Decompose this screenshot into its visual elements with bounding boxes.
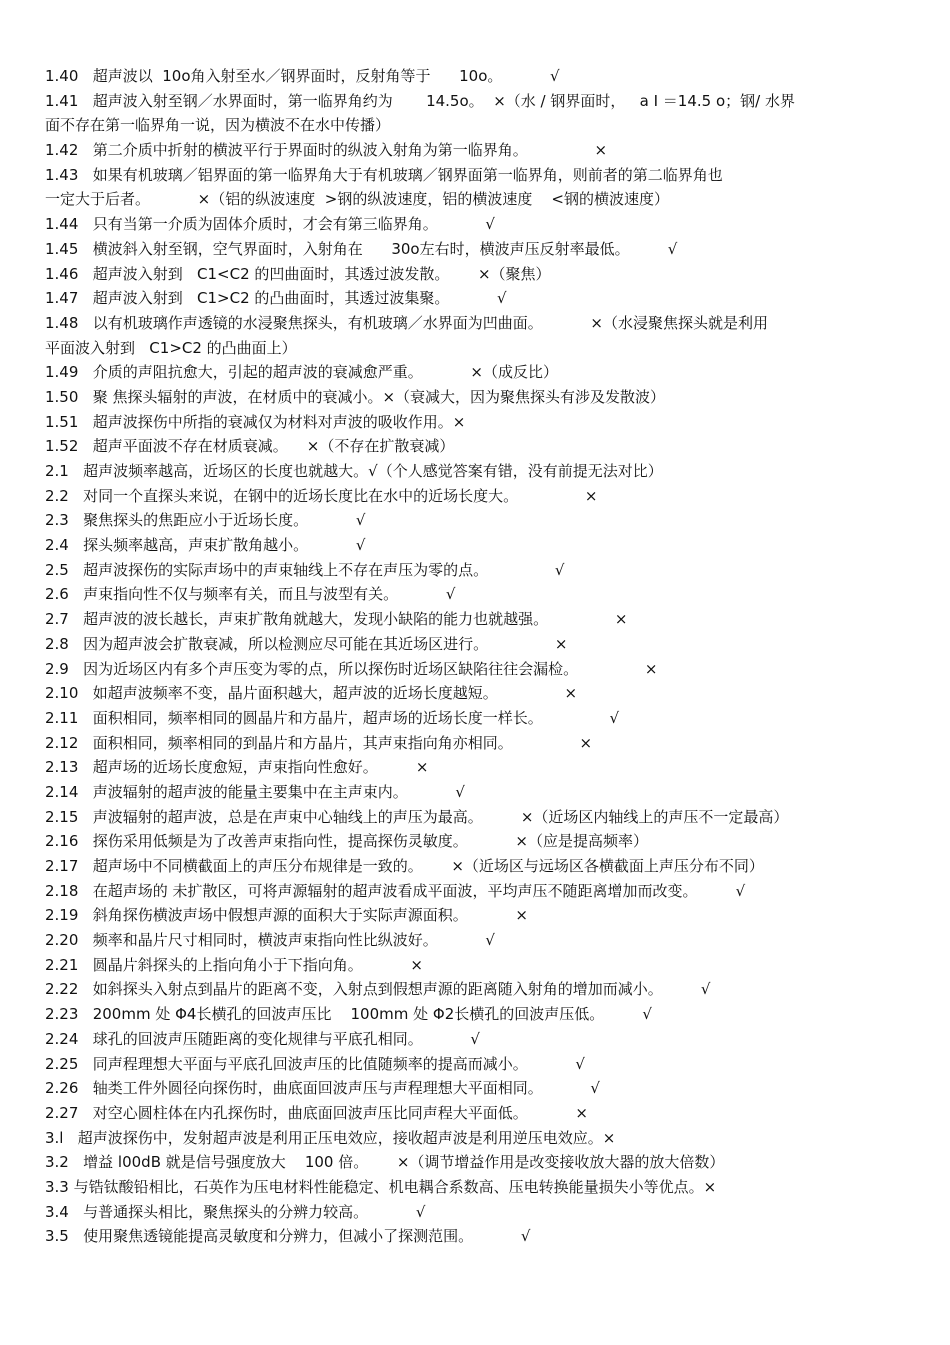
text-line: 2.7 超声波的波长越长，声束扩散角就越大，发现小缺陷的能力也就越强。 × (45, 610, 628, 629)
text-line: 2.1 超声波频率越高，近场区的长度也就越大。√（个人感觉答案有错，没有前提无法对比） (45, 462, 663, 480)
text-line: 面不存在第一临界角一说，因为横波不在水中传播） (45, 116, 391, 135)
text-line: 2.14 声波辐射的超声波的能量主要集中在主声束内。 √ (45, 782, 465, 801)
text-line: 2.18 在超声场的 未扩散区，可将声源辐射的超声波看成平面波，平均声压不随距离增加而改变。 √ (45, 881, 746, 900)
text-line: 1.43 如果有机玻璃／铝界面的第一临界角大于有机玻璃／钢界面第一临界角，则前者的第二临界角也 (45, 165, 723, 184)
text-line: 2.4 探头频率越高，声束扩散角越小。 √ (45, 536, 366, 555)
text-line: 2.3 聚焦探头的焦距应小于近场长度。 √ (45, 511, 366, 530)
text-line: 2.20 频率和晶片尺寸相同时，横波声束指向性比纵波好。 √ (45, 931, 495, 950)
text-line: 1.47 超声波入射到 C1>C2 的凸曲面时，其透过波集聚。 √ (45, 289, 507, 308)
text-line: 2.2 对同一个直探头来说，在钢中的近场长度比在水中的近场长度大。 × (45, 486, 598, 505)
text-line: 1.48 以有机玻璃作声透镜的水浸聚焦探头，有机玻璃／水界面为凹曲面。 ×（水浸聚焦探头就是利用 (45, 313, 768, 332)
text-line: 2.10 如超声波频率不变，晶片面积越大，超声波的近场长度越短。 × (45, 684, 578, 703)
text-line: 1.52 超声平面波不存在材质衰减。 ×（不存在扩散衰减） (45, 437, 455, 456)
text-line: 2.26 轴类工件外圆径向探伤时，曲底面回波声压与声程理想大平面相同。 √ (45, 1079, 600, 1098)
text-line: 1.45 横波斜入射至钢，空气界面时，入射角在 30o左右时，横波声压反射率最低。 √ (45, 239, 678, 258)
text-line: 1.50 聚 焦探头辐射的声波，在材质中的衰减小。×（衰减大，因为聚焦探头有涉及发散波） (45, 387, 666, 406)
text-line: 1.40 超声波以 10o角入射至水／钢界面时，反射角等于 10o。 √ (45, 67, 560, 85)
text-line: 1.46 超声波入射到 C1<C2 的凹曲面时，其透过波发散。 ×（聚焦） (45, 264, 551, 283)
text-line: 1.41 超声波入射至钢／水界面时，第一临界角约为 14.5o。 ×（水 / 钢界面时， a I ＝14.5 o；钢/ 水界 (45, 91, 795, 110)
text-line: 2.12 面积相同，频率相同的到晶片和方晶片，其声束指向角亦相同。 × (45, 733, 593, 752)
text-line: 2.22 如斜探头入射点到晶片的距离不变，入射点到假想声源的距离随入射角的增加而减小。 √ (45, 980, 711, 999)
text-line: 平面波入射到 C1>C2 的凸曲面上） (45, 338, 297, 357)
text-line: 1.44 只有当第一介质为固体介质时，才会有第三临界角。 √ (45, 215, 495, 234)
text-line: 2.13 超声场的近场长度愈短，声束指向性愈好。 × (45, 758, 429, 777)
text-line: 2.15 声波辐射的超声波，总是在声束中心轴线上的声压为最高。 ×（近场区内轴线上的声压不一定最高） (45, 807, 789, 826)
text-line: 2.16 探伤采用低频是为了改善声束指向性，提高探伤灵敏度。 ×（应是提高频率） (45, 832, 648, 851)
text-line: 2.17 超声场中不同横截面上的声压分布规律是一致的。 ×（近场区与远场区各横截面上声压分布不同） (45, 857, 764, 875)
text-line: 3.3 与锆钛酸铅相比，石英作为压电材料性能稳定、机电耦合系数高、压电转换能量损失小等优点。× (45, 1177, 717, 1196)
text-line: 2.23 200mm 处 Φ4长横孔的回波声压比 100mm 处 Φ2长横孔的回波声压低。 √ (45, 1005, 652, 1024)
text-line: 2.27 对空心圆柱体在内孔探伤时，曲底面回波声压比同声程大平面低。 × (45, 1103, 588, 1122)
text-line: 2.9 因为近场区内有多个声压变为零的点，所以探伤时近场区缺陷往往会漏检。 × (45, 659, 658, 678)
text-line: 2.25 同声程理想大平面与平底孔回波声压的比值随频率的提高而减小。 √ (45, 1054, 585, 1073)
text-line: 3.5 使用聚焦透镜能提高灵敏度和分辨力，但减小了探测范围。 √ (45, 1227, 531, 1246)
text-line: 1.51 超声波探伤中所指的衰减仅为材料对声波的吸收作用。× (45, 412, 466, 431)
text-line: 2.11 面积相同，频率相同的圆晶片和方晶片，超声场的近场长度一样长。 √ (45, 708, 620, 727)
text-line: 2.24 球孔的回波声压随距离的变化规律与平底孔相同。 √ (45, 1029, 480, 1048)
text-line: 2.6 声束指向性不仅与频率有关，而且与波型有关。 √ (45, 585, 456, 604)
text-line: 2.8 因为超声波会扩散衰减，所以检测应尽可能在其近场区进行。 × (45, 634, 568, 653)
text-line: 1.42 第二介质中折射的横波平行于界面时的纵波入射角为第一临界角。 × (45, 141, 608, 160)
text-line: 3.l 超声波探伤中，发射超声波是利用正压电效应，接收超声波是利用逆压电效应。× (45, 1128, 616, 1147)
text-line: 1.49 介质的声阻抗愈大，引起的超声波的衰减愈严重。 ×（成反比） (45, 363, 558, 382)
text-line: 3.2 增益 l00dB 就是信号强度放大 100 倍。 ×（调节增益作用是改变接收放大器的放大倍数） (45, 1153, 725, 1172)
document-body (45, 64, 913, 1249)
text-line: 2.5 超声波探伤的实际声场中的声束轴线上不存在声压为零的点。 √ (45, 560, 565, 579)
text-line: 2.19 斜角探伤横波声场中假想声源的面积大于实际声源面积。 × (45, 906, 528, 925)
text-line: 3.4 与普通探头相比，聚焦探头的分辨力较高。 √ (45, 1202, 426, 1221)
text-line: 一定大于后者。 ×（铝的纵波速度 >钢的纵波速度，铝的横波速度 <钢的横波速度） (45, 190, 669, 209)
text-line: 2.21 圆晶片斜探头的上指向角小于下指向角。 × (45, 955, 423, 974)
